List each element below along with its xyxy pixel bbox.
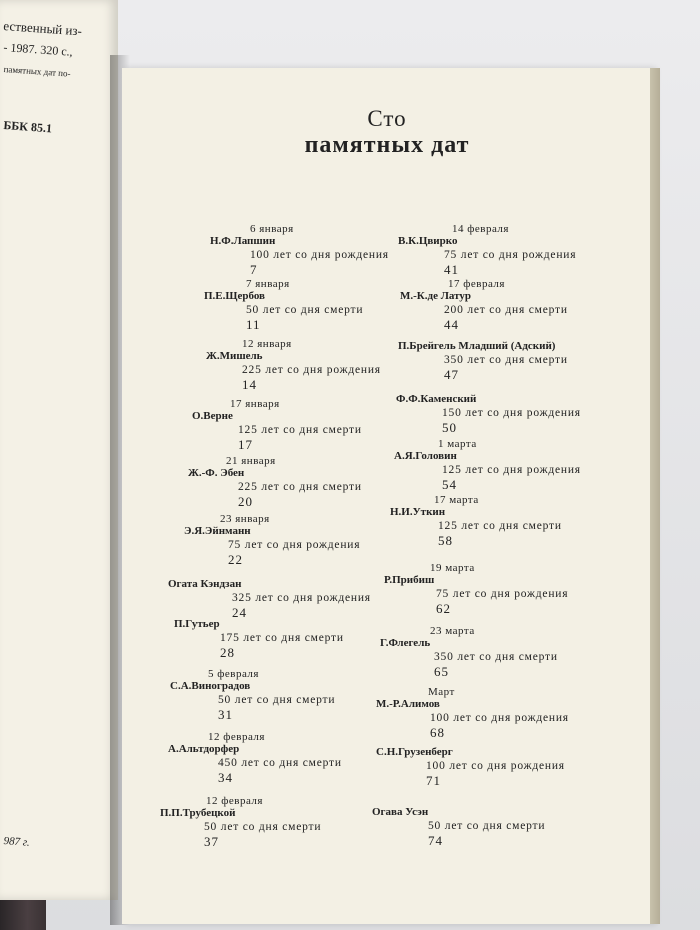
entry-page-number: 22 xyxy=(228,552,243,567)
page-title-line-2: памятных дат xyxy=(304,132,470,158)
entry-name: О.Верне xyxy=(192,410,233,422)
page-title-line-1: Сто xyxy=(367,106,407,131)
entry-name: П.Е.Щербов xyxy=(204,290,265,302)
entry-page-number: 47 xyxy=(444,367,459,382)
entry-name: Огата Кэндзан xyxy=(168,578,242,590)
entry-page-number: 17 xyxy=(238,437,253,452)
entry-event: 150 лет со дня рождения xyxy=(442,407,581,419)
left-page-line: - 1987. 320 с., xyxy=(3,40,74,59)
entry-name: М.-Р.Алимов xyxy=(376,698,440,710)
entry-page-number: 68 xyxy=(430,725,445,740)
left-page-line: памятных дат по- xyxy=(3,64,71,79)
entry-page-number: 65 xyxy=(434,664,449,679)
entry-name: П.Брейгель Младший (Адский) xyxy=(398,340,556,352)
entry-event: 350 лет со дня смерти xyxy=(434,651,558,663)
entry-event: 175 лет со дня смерти xyxy=(220,632,344,644)
entry-name: Н.Ф.Лапшин xyxy=(210,235,276,247)
entry-event: 50 лет со дня смерти xyxy=(218,694,336,706)
entry-event: 125 лет со дня смерти xyxy=(438,520,562,532)
entry-event: 200 лет со дня смерти xyxy=(444,304,568,316)
entry-event: 75 лет со дня рождения xyxy=(436,588,569,600)
entry-name: П.П.Трубецкой xyxy=(160,807,236,819)
entry-page-number: 62 xyxy=(436,601,451,616)
left-page xyxy=(0,0,118,900)
entry-page-number: 14 xyxy=(242,377,257,392)
entry-page-number: 37 xyxy=(204,834,219,849)
entry-date: 19 марта xyxy=(430,562,475,574)
entry-name: С.Н.Грузенберг xyxy=(376,746,453,758)
page-edge xyxy=(650,68,660,924)
entry-page-number: 44 xyxy=(444,317,459,332)
entry-page-number: 54 xyxy=(442,477,457,492)
entry-page-number: 50 xyxy=(442,420,457,435)
left-page-line: 987 г. xyxy=(3,835,31,849)
entry-event: 100 лет со дня рождения xyxy=(250,249,389,261)
entry-name: Н.И.Уткин xyxy=(390,506,446,518)
entry-name: Ж.Мишель xyxy=(206,350,263,362)
entry-page-number: 31 xyxy=(218,707,233,722)
entry-event: 350 лет со дня смерти xyxy=(444,354,568,366)
entry-name: М.-К.де Латур xyxy=(400,290,472,302)
entry-date: 21 января xyxy=(226,455,276,467)
entry-page-number: 74 xyxy=(428,833,443,848)
entry-page-number: 58 xyxy=(438,533,453,548)
entry-name: А.Я.Головин xyxy=(394,450,457,462)
entry-event: 100 лет со дня рождения xyxy=(430,712,569,724)
entry-event: 50 лет со дня смерти xyxy=(246,304,364,316)
entry-name: А.Альтдорфер xyxy=(168,743,240,755)
entry-event: 75 лет со дня рождения xyxy=(444,249,577,261)
entry-name: В.К.Цвирко xyxy=(398,235,458,247)
entry-date: Март xyxy=(428,686,455,698)
entry-name: Ж.-Ф. Эбен xyxy=(188,467,245,479)
entry-date: 12 февраля xyxy=(206,795,263,807)
entry-page-number: 20 xyxy=(238,494,253,509)
entry-name: Г.Флегель xyxy=(380,637,431,649)
entry-name: Э.Я.Эйнманн xyxy=(184,525,251,537)
left-page-line: ББК 85.1 xyxy=(3,118,53,136)
entry-name: П.Гутьер xyxy=(174,618,220,630)
entry-event: 450 лет со дня смерти xyxy=(218,757,342,769)
entry-page-number: 28 xyxy=(220,645,235,660)
entry-event: 50 лет со дня смерти xyxy=(428,820,546,832)
entry-date: 12 февраля xyxy=(208,731,265,743)
entry-date: 23 января xyxy=(220,513,270,525)
entry-date: 5 февраля xyxy=(208,668,259,680)
entry-event: 225 лет со дня смерти xyxy=(238,481,362,493)
entry-event: 125 лет со дня смерти xyxy=(238,424,362,436)
entry-date: 6 января xyxy=(250,223,294,235)
entry-page-number: 34 xyxy=(218,770,233,785)
entry-page-number: 24 xyxy=(232,605,247,620)
entry-page-number: 41 xyxy=(444,262,459,277)
entry-date: 12 января xyxy=(242,338,292,350)
entry-date: 7 января xyxy=(246,278,290,290)
entry-date: 17 февраля xyxy=(448,278,505,290)
entry-date: 23 марта xyxy=(430,625,475,637)
entry-name: Ф.Ф.Каменский xyxy=(396,393,477,405)
left-page-line: ественный из- xyxy=(2,18,83,39)
entry-page-number: 7 xyxy=(250,262,258,277)
entry-event: 50 лет со дня смерти xyxy=(204,821,322,833)
entry-name: С.А.Виноградов xyxy=(170,680,251,692)
entry-page-number: 71 xyxy=(426,773,441,788)
entry-date: 17 января xyxy=(230,398,280,410)
entry-date: 17 марта xyxy=(434,494,479,506)
entry-event: 75 лет со дня рождения xyxy=(228,539,361,551)
right-page xyxy=(122,68,652,924)
entry-page-number: 11 xyxy=(246,317,261,332)
entry-event: 225 лет со дня рождения xyxy=(242,364,381,376)
entry-name: Р.Прибиш xyxy=(384,574,435,586)
entry-date: 14 февраля xyxy=(452,223,509,235)
entry-event: 325 лет со дня рождения xyxy=(232,592,371,604)
entry-name: Огава Усэн xyxy=(372,806,429,818)
entry-event: 125 лет со дня рождения xyxy=(442,464,581,476)
entry-event: 100 лет со дня рождения xyxy=(426,760,565,772)
entry-date: 1 марта xyxy=(438,438,477,450)
